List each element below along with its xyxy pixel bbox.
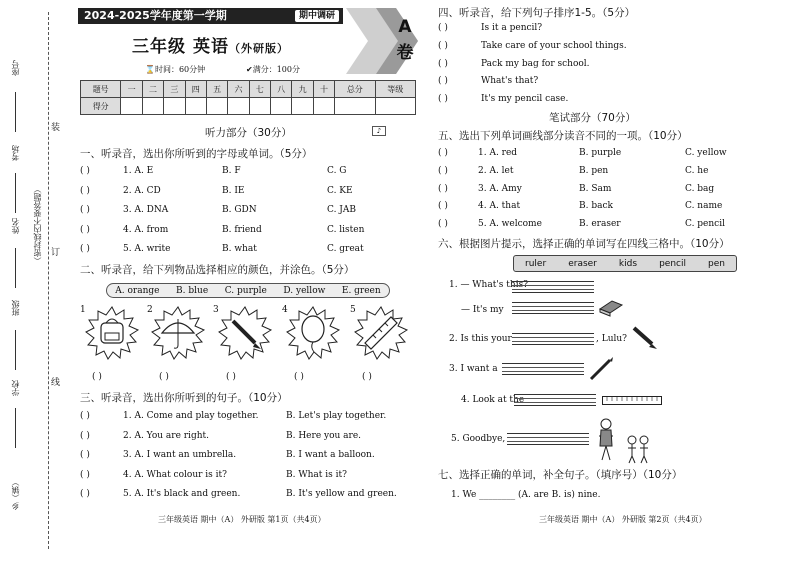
color-options-bar — [106, 283, 390, 298]
q6-line-2b: , Lulu? — [596, 334, 627, 344]
answer-blank[interactable]: ( ) — [438, 201, 448, 212]
option-a: 4. A. that — [478, 201, 521, 212]
option-b: B. pen — [579, 165, 609, 176]
option-c: C. yellow — [685, 148, 727, 158]
mark-xian: 线 — [51, 375, 60, 388]
answer-blank[interactable]: ( ) — [438, 165, 448, 176]
answer-blank[interactable]: ( ) — [92, 372, 102, 382]
score-cell: 九 — [292, 81, 313, 98]
sentence: It's my pencil case. — [481, 94, 569, 105]
q5-list — [438, 148, 778, 237]
option-a: 4. A. What colour is it? — [123, 469, 227, 480]
schoolbag-picture[interactable] — [84, 305, 140, 361]
q6-line-1b: — It's my — [461, 305, 504, 315]
option-c: C. listen — [327, 224, 365, 235]
kids-picture — [594, 418, 656, 464]
q1-item — [80, 225, 410, 245]
option-b: B. back — [579, 201, 613, 212]
answer-blank[interactable]: ( ) — [438, 76, 448, 87]
answer-blank[interactable]: ( ) — [438, 40, 448, 51]
q6-line-3: 3. I want a — [449, 364, 498, 374]
q4-list — [438, 23, 768, 112]
picture-number: 1 — [80, 305, 86, 315]
answer-blank[interactable]: ( ) — [159, 372, 169, 382]
option-c: C. name — [685, 201, 723, 212]
paper-a-label: A卷 — [396, 17, 414, 63]
q3-item — [80, 411, 420, 431]
score-table — [80, 80, 416, 115]
footer-page1: 三年级英语 期中（A） 外研版 第1页（共4页） — [158, 515, 326, 524]
q5-item — [438, 201, 778, 219]
class-label: 班级 — [11, 300, 20, 316]
answer-blank[interactable]: ( ) — [362, 372, 372, 382]
color-option: B. blue — [176, 285, 209, 296]
picture-number: 2 — [147, 305, 153, 315]
picture-number: 4 — [282, 305, 288, 315]
score-cell: 二 — [142, 81, 163, 98]
term-banner — [78, 8, 343, 24]
seat-label: 座号 — [11, 60, 20, 76]
score-cell: 五 — [206, 81, 227, 98]
option-b: B. what — [222, 244, 257, 254]
option-a: 4. A. from — [123, 224, 169, 235]
q3-item — [80, 470, 420, 490]
seal-note: （密封线内不要答题） — [33, 185, 42, 265]
answer-blank[interactable]: ( ) — [438, 58, 448, 69]
audio-icon: ♪ — [372, 126, 386, 136]
q1-title: 一、听录音，选出你所听到的字母或单词。（5分） — [80, 148, 313, 160]
mark-zhuang: 装 — [51, 120, 60, 133]
q5-item — [438, 148, 778, 166]
option-b: B. F — [222, 166, 241, 176]
name-label: 姓名 — [11, 218, 20, 234]
answer-blank[interactable]: ( ) — [226, 372, 236, 382]
option-b: B. What is it? — [286, 469, 347, 480]
word-bank — [513, 255, 737, 272]
answer-blank[interactable]: ( ) — [438, 94, 448, 105]
option-b: B. purple — [579, 148, 622, 158]
edition-label: （外研版） — [228, 42, 289, 55]
option-b: B. I want a balloon. — [286, 450, 375, 460]
q2-title: 二、听录音，给下列物品选择相应的颜色，并涂色。（5分） — [80, 264, 355, 276]
exam-type-badge: 期中调研 — [295, 10, 339, 22]
option-c: C. KE — [327, 185, 353, 196]
score-input-cell[interactable] — [292, 98, 313, 115]
exam-room-label: 考场 — [11, 145, 20, 161]
option-a: 1. A. red — [478, 148, 518, 158]
four-line-grid[interactable] — [502, 363, 584, 375]
q6-line-5: 5. Goodbye, — [451, 434, 506, 444]
option-c: C. he — [685, 165, 709, 176]
sentence: Pack my bag for school. — [481, 58, 590, 69]
word-bank-item: pencil — [659, 258, 686, 269]
q6-title: 六、根据图片提示，选择正确的单词写在四线三格中。（10分） — [438, 238, 730, 250]
score-input-cell[interactable] — [313, 98, 334, 115]
answer-blank[interactable]: ( ) — [80, 411, 90, 421]
option-a: 1. A. E — [123, 166, 154, 176]
q3-list — [80, 411, 420, 509]
word-bank-item: pen — [708, 258, 725, 269]
answer-blank[interactable]: ( ) — [438, 23, 448, 33]
score-cell: 六 — [228, 81, 249, 98]
q1-item — [80, 205, 410, 225]
pencil-picture — [588, 356, 614, 382]
q1-item — [80, 244, 410, 264]
score-input-cell[interactable] — [375, 98, 416, 115]
q6-line-4: 4. Look at the — [461, 395, 525, 405]
option-c: C. G — [327, 166, 347, 176]
score-input-cell[interactable] — [335, 98, 375, 115]
listening-section-title: 听力部分（30分） — [205, 127, 292, 139]
option-a: 1. A. Come and play together. — [123, 411, 259, 421]
option-a: 5. A. It's black and green. — [123, 489, 241, 499]
color-option: E. green — [341, 285, 381, 296]
color-option: D. yellow — [283, 285, 326, 296]
option-a: 3. A. DNA — [123, 205, 169, 215]
score-input-cell[interactable] — [206, 98, 227, 115]
pen-picture-2 — [630, 324, 658, 350]
township-label: 乡（镇） — [11, 478, 20, 510]
option-a: 5. A. write — [123, 244, 171, 254]
binding-margin — [0, 0, 68, 561]
q5-item — [438, 184, 778, 202]
score-input-cell[interactable] — [249, 98, 270, 115]
umbrella-picture[interactable] — [150, 305, 206, 361]
four-line-grid[interactable] — [514, 394, 596, 406]
answer-blank[interactable]: ( ) — [80, 166, 90, 176]
mark-ding: 订 — [51, 245, 60, 258]
option-b: B. Let's play together. — [286, 411, 387, 421]
answer-blank[interactable]: ( ) — [80, 430, 90, 441]
option-b: B. It's yellow and green. — [286, 489, 397, 499]
school-label: 学校 — [11, 380, 20, 396]
score-cell: 四 — [185, 81, 206, 98]
score-input-cell[interactable] — [228, 98, 249, 115]
option-a: 5. A. welcome — [478, 219, 542, 230]
written-section-title: 笔试部分（70分） — [549, 112, 636, 124]
score-cell: 一 — [121, 81, 142, 98]
answer-blank[interactable]: ( ) — [80, 469, 90, 480]
ruler-picture-2 — [602, 396, 662, 405]
score-cell: 十 — [313, 81, 334, 98]
q3-item — [80, 431, 420, 451]
answer-blank[interactable]: ( ) — [438, 148, 448, 158]
full-score: ✔满分：100分 — [246, 65, 300, 74]
option-a: 2. A. let — [478, 165, 514, 176]
option-b: B. eraser — [579, 219, 621, 230]
score-cell: 总分 — [335, 81, 375, 98]
exam-room-write-line[interactable] — [15, 173, 16, 213]
four-line-grid[interactable] — [512, 333, 594, 345]
seal-dashed-line — [48, 12, 49, 549]
option-c: C. JAB — [327, 205, 357, 215]
option-c: C. pencil — [685, 219, 725, 230]
q4-item — [438, 23, 768, 41]
score-cell: 八 — [271, 81, 292, 98]
answer-blank[interactable]: ( ) — [80, 205, 90, 215]
q3-title: 三、听录音，选出你所听到的句子。（10分） — [80, 392, 288, 404]
q5-item — [438, 166, 778, 184]
option-a: 2. A. CD — [123, 185, 161, 196]
q1-item — [80, 186, 410, 206]
color-option: A. orange — [115, 285, 160, 296]
score-input-cell[interactable] — [142, 98, 163, 115]
term-banner-text: 2024-2025学年度第一学期 — [84, 9, 227, 22]
option-a: 2. A. You are right. — [123, 430, 209, 441]
picture-number: 5 — [350, 305, 356, 315]
time-limit: ⌛时间：60分钟 — [145, 65, 206, 74]
score-input-cell[interactable] — [271, 98, 292, 115]
option-a: 3. A. I want an umbrella. — [123, 450, 237, 460]
answer-blank[interactable]: ( ) — [294, 372, 304, 382]
q6-line-1: 1. — What's this? — [449, 280, 529, 290]
option-c: C. great — [327, 244, 364, 254]
four-line-grid[interactable] — [507, 433, 589, 445]
seat-write-line[interactable] — [15, 92, 16, 132]
balloon-picture[interactable] — [285, 305, 341, 361]
pen-picture[interactable] — [217, 305, 273, 361]
word-bank-item: ruler — [525, 258, 547, 269]
score-cell: 题号 — [81, 81, 121, 98]
q6-line-2: 2. Is this your — [449, 334, 512, 344]
option-a: 3. A. Amy — [478, 183, 522, 194]
answer-blank[interactable]: ( ) — [438, 183, 448, 194]
four-line-grid[interactable] — [512, 281, 594, 293]
class-write-line[interactable] — [15, 330, 16, 370]
score-table-header-row — [81, 81, 416, 98]
sentence: Is it a pencil? — [481, 23, 543, 33]
word-bank-item: eraser — [568, 258, 597, 269]
footer-page2: 三年级英语 期中（A） 外研版 第2页（共4页） — [539, 515, 707, 524]
q5-title: 五、选出下列单词画线部分读音不同的一项。（10分） — [438, 130, 688, 142]
score-input-cell[interactable] — [121, 98, 142, 115]
option-b: B. GDN — [222, 205, 257, 215]
sentence: What's that? — [481, 76, 539, 87]
answer-blank[interactable]: ( ) — [438, 219, 448, 230]
score-cell: 七 — [249, 81, 270, 98]
word-bank-item: kids — [618, 258, 638, 269]
option-b: B. IE — [222, 185, 245, 196]
exam-title-text: 三年级 英语 — [132, 37, 229, 57]
exam-title — [78, 32, 343, 57]
q3-item — [80, 450, 420, 470]
score-cell: 等级 — [375, 81, 416, 98]
sentence: Take care of your school things. — [481, 40, 627, 51]
q7-line-1: 1. We ________ (A. are B. is) nine. — [451, 490, 601, 500]
answer-blank[interactable]: ( ) — [80, 185, 90, 196]
answer-blank[interactable]: ( ) — [80, 244, 90, 254]
name-write-line[interactable] — [15, 248, 16, 288]
picture-number: 3 — [213, 305, 219, 315]
answer-blank[interactable]: ( ) — [80, 224, 90, 235]
score-cell: 三 — [164, 81, 185, 98]
school-write-line[interactable] — [15, 408, 16, 448]
option-b: B. Sam — [579, 183, 612, 194]
score-input-cell[interactable] — [164, 98, 185, 115]
q1-item — [80, 166, 410, 186]
ruler-picture[interactable] — [353, 305, 409, 361]
score-cell: 得分 — [81, 98, 121, 115]
q4-item — [438, 76, 768, 94]
option-b: B. Here you are. — [286, 430, 362, 441]
q1-list — [80, 166, 410, 264]
option-b: B. friend — [222, 224, 262, 235]
option-c: C. bag — [685, 183, 715, 194]
q5-item — [438, 219, 778, 237]
answer-blank[interactable]: ( ) — [80, 489, 90, 499]
q7-title: 七、选择正确的单词，补全句子。（填序号）（10分） — [438, 469, 683, 481]
answer-blank[interactable]: ( ) — [80, 450, 90, 460]
color-option: C. purple — [224, 285, 267, 296]
q4-item — [438, 41, 768, 59]
four-line-grid[interactable] — [512, 302, 594, 314]
score-table-score-row — [81, 98, 416, 115]
eraser-picture — [598, 297, 624, 317]
q4-item — [438, 59, 768, 77]
score-input-cell[interactable] — [185, 98, 206, 115]
q4-title: 四、听录音，给下列句子排序1-5。（5分） — [438, 7, 636, 19]
q3-item — [80, 489, 420, 509]
